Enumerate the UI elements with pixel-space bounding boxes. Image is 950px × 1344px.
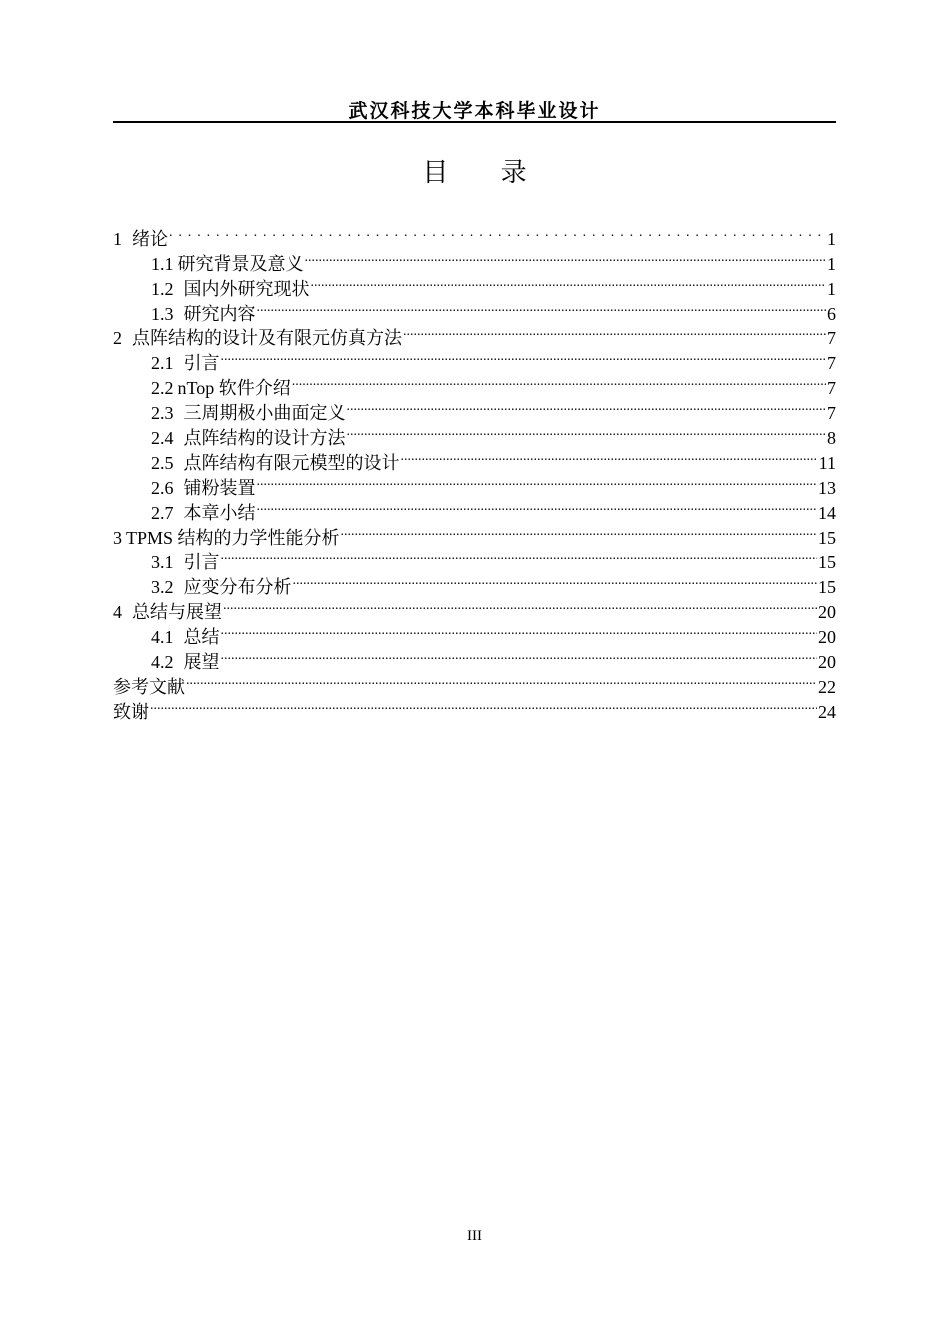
toc-dot-leader (221, 643, 818, 668)
toc-entry-page-number: 24 (818, 701, 836, 722)
toc-entry-title: 应变分布分析 (183, 577, 292, 598)
toc-dot-leader (221, 544, 818, 569)
toc-entry-page-number: 1 (827, 278, 836, 299)
toc-dot-leader (223, 593, 817, 618)
toc-entry-page-number: 8 (827, 428, 836, 449)
running-header-title: 武汉科技大学本科毕业设计 (348, 100, 601, 122)
toc-dot-leader (150, 693, 817, 718)
toc-entry-page-number: 6 (827, 303, 836, 324)
toc-entry[interactable] (113, 618, 836, 648)
toc-entry-number: 4.2 (151, 652, 174, 673)
toc-entry-number: 2.6 (151, 477, 174, 498)
toc-entry-number: 2 (113, 328, 122, 349)
toc-dot-leader (403, 320, 826, 345)
toc-entry-title: 引言 (183, 353, 220, 374)
toc-dot-leader (169, 220, 826, 245)
toc-dot-leader (257, 494, 818, 519)
toc-entry-title: 铺粉装置 (183, 477, 256, 498)
toc-entry-page-number: 15 (818, 527, 836, 548)
toc-entry-number: 2.4 (151, 428, 174, 449)
toc-entry-number: 4 (113, 602, 122, 623)
page-number: III (467, 1228, 482, 1244)
toc-entry-page-number: 7 (827, 353, 836, 374)
toc-entry-page-number: 15 (818, 577, 836, 598)
toc-entry-page-number: 7 (827, 403, 836, 424)
toc-entry-number: 1 (113, 228, 122, 249)
toc-entry-page-number: 20 (818, 602, 836, 623)
toc-entry[interactable] (113, 245, 836, 274)
toc-entry-title: 总结 (183, 627, 220, 648)
toc-entry-page-number: 1 (827, 253, 836, 274)
toc-entry-title: 研究内容 (183, 303, 256, 324)
toc-entry-title: 本章小结 (183, 502, 256, 523)
toc-entry-number: 1.2 (151, 278, 174, 299)
toc-entry-title: 研究背景及意义 (177, 253, 304, 274)
toc-dot-leader (347, 419, 827, 444)
toc-dot-leader (401, 444, 818, 469)
toc-entry-page-number: 1 (827, 228, 836, 249)
toc-entry-number: 4.1 (151, 627, 174, 648)
toc-entry-number: 2.3 (151, 403, 174, 424)
toc-entry[interactable] (113, 693, 836, 722)
toc-entry-page-number: 20 (818, 652, 836, 673)
table-of-contents (113, 220, 836, 722)
toc-dot-leader (221, 618, 818, 643)
toc-entry-page-number: 13 (818, 477, 836, 498)
toc-entry-number: 3 (113, 527, 122, 548)
toc-entry[interactable] (113, 220, 836, 249)
toc-dot-leader (257, 295, 827, 320)
toc-entry-number: 2.1 (151, 353, 174, 374)
toc-entry[interactable] (113, 369, 836, 399)
toc-entry-number: 2.2 (151, 378, 174, 399)
toc-entry-page-number: 20 (818, 627, 836, 648)
toc-entry-title: 引言 (183, 552, 220, 573)
toc-entry-title: 点阵结构的设计方法 (183, 428, 346, 449)
toc-entry-title: 绪论 (132, 228, 168, 249)
toc-entry-page-number: 11 (818, 452, 836, 473)
toc-dot-leader (341, 519, 817, 544)
header-rule (113, 121, 836, 123)
toc-entry-title: 参考文献 (113, 676, 185, 697)
toc-dot-leader (257, 469, 818, 494)
toc-dot-leader (347, 394, 827, 419)
toc-dot-leader (311, 270, 827, 295)
toc-dot-leader (305, 245, 827, 270)
toc-heading: 目 录 (422, 158, 549, 188)
toc-dot-leader (293, 568, 818, 593)
toc-dot-leader (221, 344, 827, 369)
toc-entry-number: 1.3 (151, 303, 174, 324)
toc-entry-number: 2.7 (151, 502, 174, 523)
toc-entry-title: nTop 软件介绍 (177, 378, 291, 399)
toc-entry-page-number: 7 (827, 378, 836, 399)
toc-entry-title: TPMS 结构的力学性能分析 (126, 527, 340, 548)
toc-entry[interactable] (113, 643, 836, 673)
toc-entry-number: 1.1 (151, 253, 174, 274)
toc-entry-page-number: 15 (818, 552, 836, 573)
toc-entry[interactable] (113, 568, 836, 598)
toc-entry[interactable] (113, 544, 836, 573)
toc-entry-title: 致谢 (113, 701, 149, 722)
toc-entry-page-number: 22 (818, 676, 836, 697)
toc-entry-title: 展望 (183, 652, 220, 673)
toc-entry-title: 国内外研究现状 (183, 278, 310, 299)
toc-entry-number: 3.2 (151, 577, 174, 598)
toc-entry-title: 点阵结构有限元模型的设计 (183, 452, 400, 473)
toc-entry-page-number: 14 (818, 502, 836, 523)
toc-entry-title: 三周期极小曲面定义 (183, 403, 346, 424)
toc-entry-page-number: 7 (827, 328, 836, 349)
toc-entry-number: 3.1 (151, 552, 174, 573)
toc-entry-title: 点阵结构的设计及有限元仿真方法 (132, 328, 402, 349)
toc-entry[interactable] (113, 344, 836, 374)
toc-dot-leader (186, 668, 817, 693)
toc-entry-title: 总结与展望 (132, 602, 222, 623)
toc-dot-leader (292, 369, 826, 394)
toc-entry-number: 2.5 (151, 452, 174, 473)
toc-entry[interactable] (113, 668, 836, 697)
